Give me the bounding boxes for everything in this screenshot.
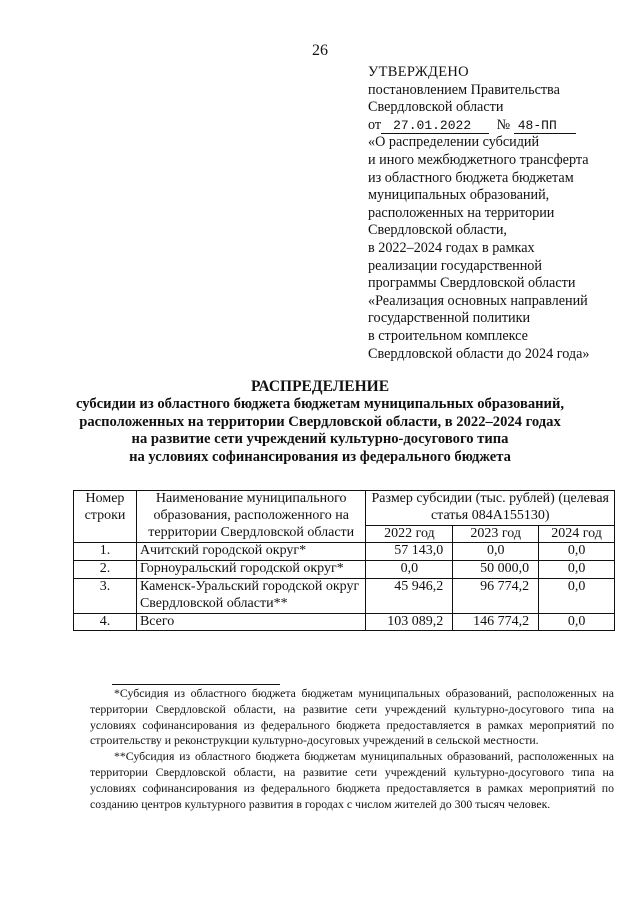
header-year-2022: 2022 год xyxy=(366,525,453,543)
row-value-2023: 0,0 xyxy=(453,543,539,561)
header-year-2024: 2024 год xyxy=(539,525,615,543)
resolution-line: муниципальных образований, xyxy=(368,187,550,204)
table-header-row xyxy=(74,491,615,526)
row-value-2022: 57 143,0 xyxy=(366,543,453,561)
header-number: Номер строки xyxy=(74,491,137,543)
table-row xyxy=(74,543,615,561)
resolution-line: Свердловской области, xyxy=(368,222,507,239)
resolution-line: расположенных на территории xyxy=(368,204,555,221)
approval-stamp xyxy=(368,64,630,363)
row-number: 2. xyxy=(74,561,137,579)
resolution-line: «Реализация основных направлений xyxy=(368,292,588,309)
approval-line: постановлением Правительства xyxy=(368,81,560,98)
row-value-2022: 0,0 xyxy=(366,561,453,579)
header-year-2023: 2023 год xyxy=(453,525,539,543)
resolution-line: в строительном комплексе xyxy=(368,327,528,344)
resolution-line: в 2022–2024 годах в рамках xyxy=(368,239,535,256)
subsidy-table xyxy=(73,490,615,631)
resolution-line: и иного межбюджетного трансферта xyxy=(368,151,589,168)
page-number: 26 xyxy=(312,42,328,59)
row-value-2023: 96 774,2 xyxy=(453,578,539,613)
title-line: расположенных на территории Свердловской области, в 2022–2024 годах xyxy=(79,413,561,430)
row-name: Горноуральский городской округ* xyxy=(136,561,366,579)
row-value-2024: 0,0 xyxy=(539,543,615,561)
row-value-2022: 103 089,2 xyxy=(366,613,453,631)
row-number: 1. xyxy=(74,543,137,561)
row-name: Каменск-Уральский городской округ Свердловской области** xyxy=(136,578,366,613)
row-value-2022: 45 946,2 xyxy=(366,578,453,613)
row-value-2023: 146 774,2 xyxy=(453,613,539,631)
date-prefix: от xyxy=(368,116,382,133)
approval-number: 48-ПП xyxy=(517,117,557,133)
row-value-2024: 0,0 xyxy=(539,613,615,631)
row-value-2024: 0,0 xyxy=(539,561,615,579)
row-number: 3. xyxy=(74,578,137,613)
row-name: Всего xyxy=(136,613,366,631)
approval-heading: УТВЕРЖДЕНО xyxy=(368,64,469,80)
row-value-2023: 50 000,0 xyxy=(453,561,539,579)
approval-date-line xyxy=(368,117,630,135)
title-line: на развитие сети учреждений культурно-досугового типа xyxy=(131,431,509,448)
header-amount: Размер субсидии (тыс. рублей) (целевая статья 084А155130) xyxy=(366,491,615,526)
title-line: на условиях софинансирования из федерального бюджета xyxy=(129,449,511,466)
document-title xyxy=(0,378,640,467)
footnote-double-asterisk: **Субсидия из областного бюджета бюджетам муниципальных образований, расположенных на территории Свердловской области, на развитие сети учреждений культурно-досугового типа на условиях софинансирования из федерального бюджета предоставляется в рамках мероприятий по созданию центров культурного развития в городах с числом жителей до 300 тысяч человек. xyxy=(90,749,614,811)
resolution-line: государственной политики xyxy=(368,310,531,327)
approval-date: 27.01.2022 xyxy=(393,117,472,133)
row-number: 4. xyxy=(74,613,137,631)
resolution-line: программы Свердловской области xyxy=(368,275,576,292)
table-row xyxy=(74,561,615,579)
row-name: Ачитский городской округ* xyxy=(136,543,366,561)
table-row-total xyxy=(74,613,615,631)
approval-line: Свердловской области xyxy=(368,99,504,116)
resolution-line: «О распределении субсидий xyxy=(368,134,540,151)
table-row xyxy=(74,578,615,613)
title-line: субсидии из областного бюджета бюджетам муниципальных образований, xyxy=(76,395,564,412)
header-name: Наименование муниципального образования, расположенного на территории Свердловской области xyxy=(136,491,366,543)
resolution-line: реализации государственной xyxy=(368,257,542,274)
footnote-divider xyxy=(112,684,280,685)
footnote-single-asterisk: *Субсидия из областного бюджета бюджетам муниципальных образований, расположенных на территории Свердловской области, на развитие сети учреждений культурно-досугового типа на условиях софинансирования из федерального бюджета предоставляется в рамках мероприятий по строительству и реконструкции культурно-досуговых учреждений в сельской местности. xyxy=(90,686,614,748)
number-prefix: № xyxy=(496,116,511,133)
footnotes xyxy=(90,686,614,812)
row-value-2024: 0,0 xyxy=(539,578,615,613)
resolution-line: из областного бюджета бюджетам xyxy=(368,169,574,186)
resolution-line: Свердловской области до 2024 года» xyxy=(368,345,590,362)
title-heading: РАСПРЕДЕЛЕНИЕ xyxy=(250,378,390,395)
